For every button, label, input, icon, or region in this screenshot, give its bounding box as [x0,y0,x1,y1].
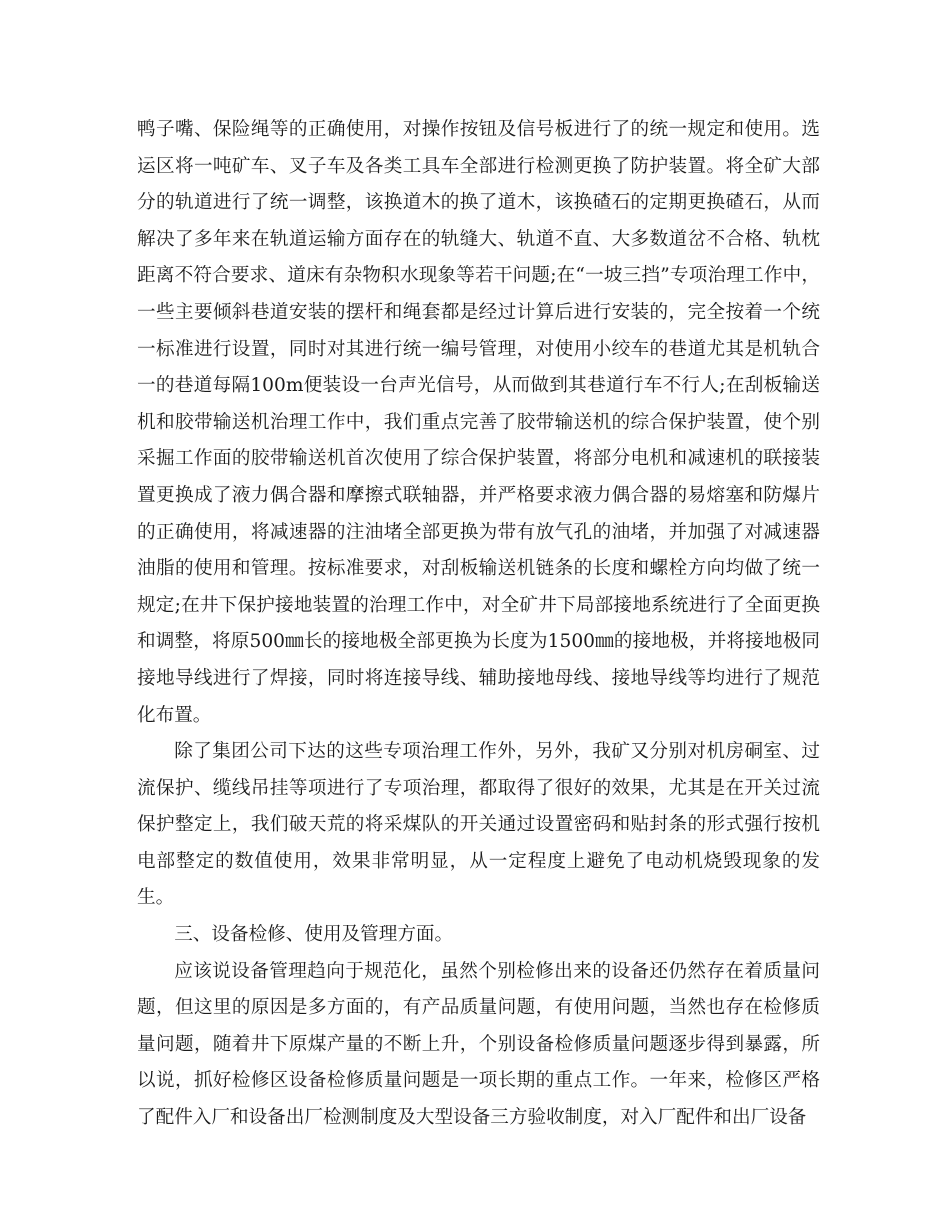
paragraph-continuation: 鸭子嘴、保险绳等的正确使用，对操作按钮及信号板进行了的统一规定和使用。选运区将一吨矿车、叉子车及各类工具车全部进行检测更换了防护装置。将全矿大部分的轨道进行了统一调整，该换道木的换了道木，该换碴石的定期更换碴石，从而解决了多年来在轨道运输方面存在的轨缝大、轨道不直、大多数道岔不合格、轨枕距离不符合要求、道床有杂物积水现象等若干问题;在“一坡三挡”专项治理工作中，一些主要倾斜巷道安装的摆杆和绳套都是经过计算后进行安装的，完全按着一个统一标准进行设置，同时对其进行统一编号管理，对使用小绞车的巷道尤其是机轨合一的巷道每隔100m便装设一台声光信号，从而做到其巷道行车不行人;在刮板输送机和胶带输送机治理工作中，我们重点完善了胶带输送机的综合保护装置，使个别采掘工作面的胶带输送机首次使用了综合保护装置，将部分电机和减速机的联接装置更换成了液力偶合器和摩擦式联轴器，并严格要求液力偶合器的易熔塞和防爆片的正确使用，将减速器的注油堵全部更换为带有放气孔的油堵，并加强了对减速器油脂的使用和管理。按标准要求，对刮板输送机链条的长度和螺栓方向均做了统一规定;在井下保护接地装置的治理工作中，对全矿井下局部接地系统进行了全面更换和调整，将原500㎜长的接地极全部更换为长度为1500㎜的接地极，并将接地极同接地导线进行了焊接，同时将连接导线、辅助接地母线、接地导线等均进行了规范化布置。 [137,119,820,726]
paragraph-special-governance: 除了集团公司下达的这些专项治理工作外，另外，我矿又分别对机房硐室、过流保护、缆线吊挂等项进行了专项治理，都取得了很好的效果，尤其是在开关过流保护整定上，我们破天荒的将采煤队的开关通过设置密码和贴封条的形式强行按机电部整定的数值使用，效果非常明显，从一定程度上避免了电动机烧毁现象的发生。 [137,741,820,909]
section-heading-equipment: 三、设备检修、使用及管理方面。 [174,924,454,946]
document-body [137,112,820,1137]
paragraph-equipment-management: 应该说设备管理趋向于规范化，虽然个别检修出来的设备还仍然存在着质量问题，但这里的原因是多方面的，有产品质量问题，有使用问题，当然也存在检修质量问题，随着井下原煤产量的不断上升，个别设备检修质量问题逐步得到暴露，所以说，抓好检修区设备检修质量问题是一项长期的重点工作。一年来，检修区严格了配件入厂和设备出厂检测制度及大型设备三方验收制度，对入厂配件和出厂设备 [137,960,820,1129]
